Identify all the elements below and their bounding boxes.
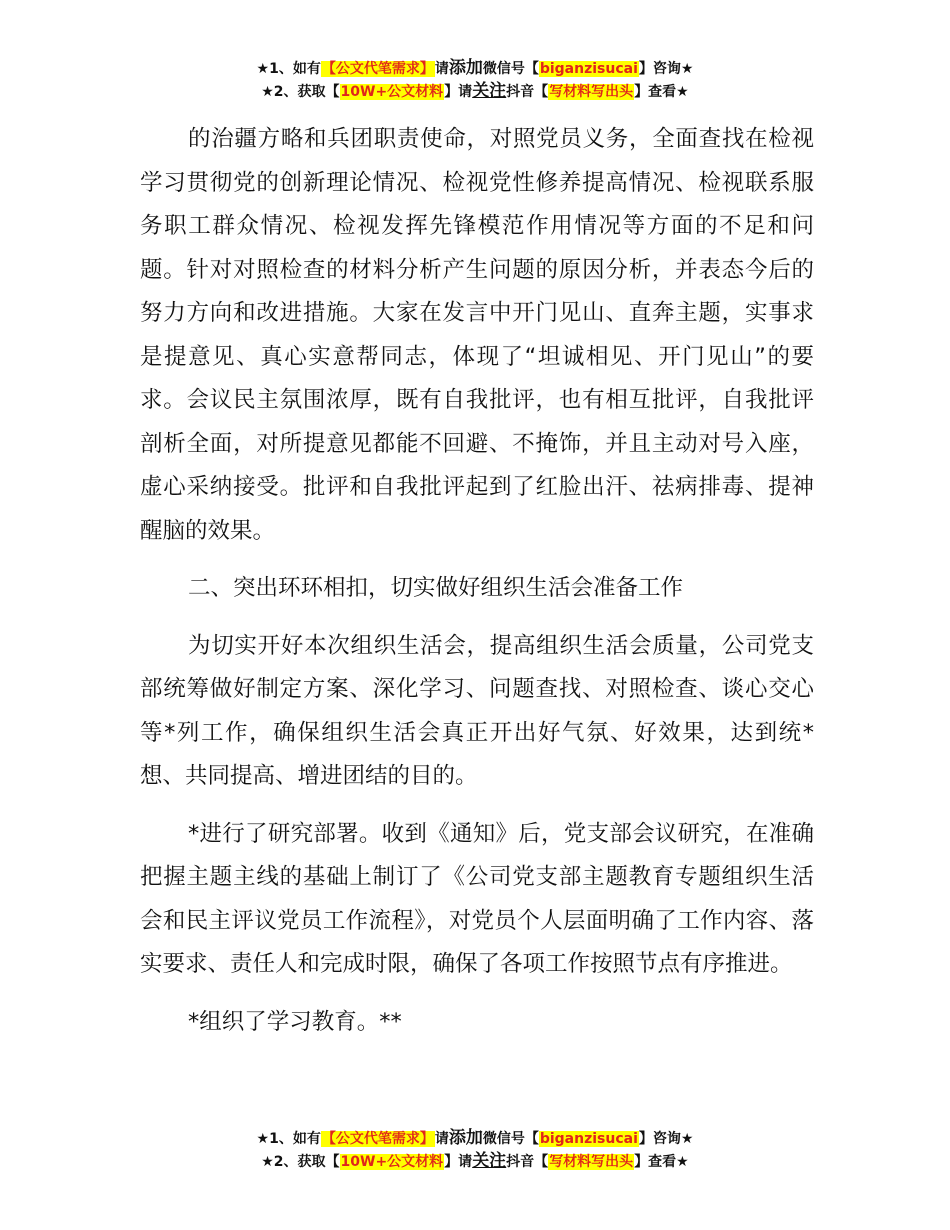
highlight-materials: 10W+公文材料 bbox=[340, 84, 444, 100]
highlight-service: 【公文代笔需求】 bbox=[321, 61, 434, 77]
highlight-wechat-id: biganzisucai bbox=[539, 61, 638, 77]
highlight-service: 【公文代笔需求】 bbox=[321, 1131, 434, 1147]
paragraph: 的治疆方略和兵团职责使命，对照党员义务，全面查找在检视学习贯彻党的创新理论情况、检视党性修养提高情况、检视联系服务职工群众情况、检视发挥先锋模范作用情况等方面的不足和问题。针对对照检查的材料分析产生问题的原因分析，并表态今后的努力方向和改进措施。大家在发言中开门见山、直奔主题，实事求是提意见、真心实意帮同志，体现了“坦诚相见、开门见山”的要求。会议民主氛围浓厚，既有自我批评，也有相互批评，自我批评剖析全面，对所提意见都能不回避、不掩饰，并且主动对号入座，虚心采纳接受。批评和自我批评起到了红脸出汗、祛病排毒、提神醒脑的效果。 bbox=[140, 126, 814, 544]
paragraph: *进行了研究部署。收到《通知》后，党支部会议研究，在准确把握主题主线的基础上制订了《公司党支部主题教育专题组织生活会和民主评议党员工作流程》，对党员个人层面明确了工作内容、落实要求、责任人和完成时限，确保了各项工作按照节点有序推进。 bbox=[140, 820, 814, 977]
banner-line-1: ★1、如有【公文代笔需求】请添加微信号【biganzisucai】咨询★ bbox=[256, 58, 694, 78]
document-body bbox=[140, 118, 814, 1044]
highlight-douyin: 写材料写出头 bbox=[549, 1154, 634, 1170]
header-banner bbox=[0, 57, 950, 103]
paragraph: *组织了学习教育。** bbox=[188, 1008, 402, 1035]
highlight-douyin: 写材料写出头 bbox=[549, 84, 634, 100]
footer-banner bbox=[0, 1127, 950, 1173]
highlight-materials: 10W+公文材料 bbox=[340, 1154, 444, 1170]
banner-line-1: ★1、如有【公文代笔需求】请添加微信号【biganzisucai】咨询★ bbox=[256, 1128, 694, 1148]
paragraph: 为切实开好本次组织生活会，提高组织生活会质量，公司党支部统筹做好制定方案、深化学习、问题查找、对照检查、谈心交心等*列工作，确保组织生活会真正开出好气氛、好效果，达到统*想、共同提高、增进团结的目的。 bbox=[140, 632, 814, 789]
section-heading: 二、突出环环相扣，切实做好组织生活会准备工作 bbox=[188, 575, 684, 601]
banner-line-2: ★2、获取【10W+公文材料】请关注抖音【写材料写出头】查看★ bbox=[261, 1151, 689, 1171]
banner-line-2: ★2、获取【10W+公文材料】请关注抖音【写材料写出头】查看★ bbox=[261, 81, 689, 101]
highlight-wechat-id: biganzisucai bbox=[539, 1131, 638, 1147]
